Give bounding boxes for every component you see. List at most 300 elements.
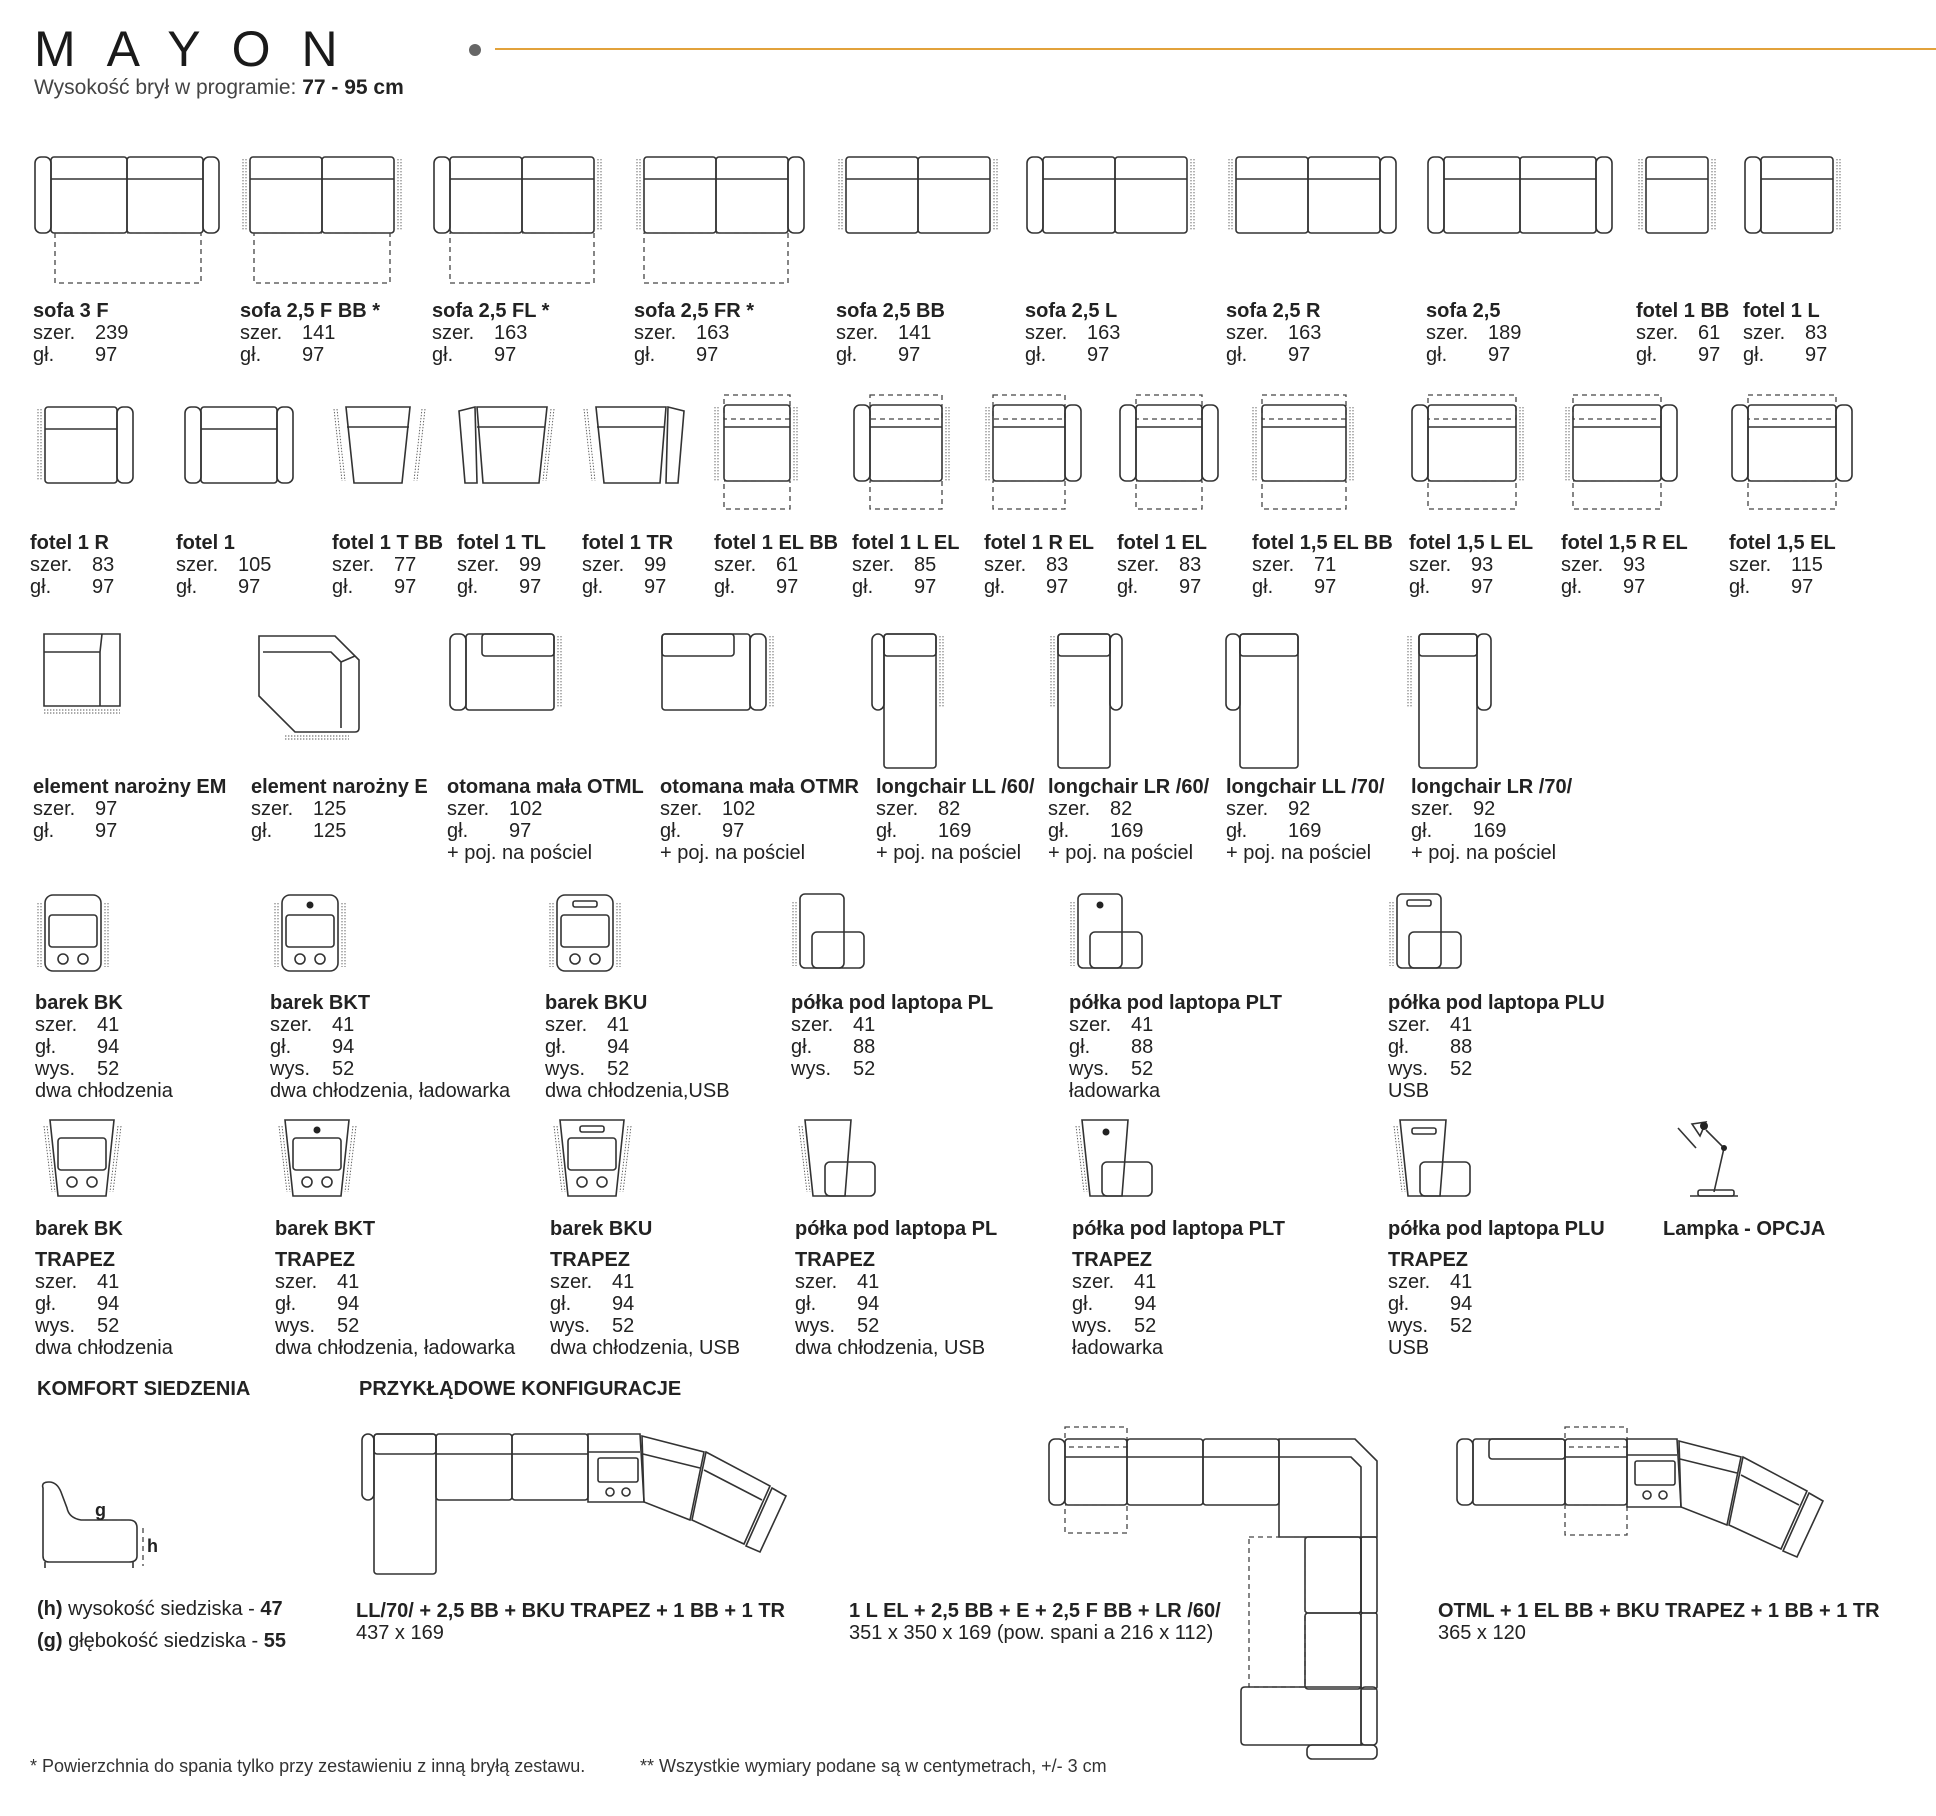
dim-key: gł. xyxy=(1226,344,1248,366)
dim-line-gl xyxy=(447,820,644,842)
page-title: MAYON xyxy=(34,21,369,77)
dim-value: 52 xyxy=(612,1315,635,1337)
dim-key: szer. xyxy=(275,1271,318,1293)
dim-line-gl xyxy=(1561,576,1688,598)
dim-key: szer. xyxy=(432,322,475,344)
dim-key: gł. xyxy=(35,1293,57,1315)
element-label xyxy=(876,776,1035,864)
element-label xyxy=(545,992,730,1102)
element-label xyxy=(1025,300,1120,366)
dim-key: szer. xyxy=(1048,798,1091,820)
dim-line-szer xyxy=(240,322,380,344)
dim-value: 97 xyxy=(92,576,115,598)
dim-key: gł. xyxy=(1388,1293,1410,1315)
dim-key: gł. xyxy=(1426,344,1448,366)
dim-line-szer xyxy=(1252,554,1393,576)
subtitle-value: 77 - 95 cm xyxy=(302,76,404,99)
dim-key: szer. xyxy=(1252,554,1295,576)
dim-key: gł. xyxy=(1388,1036,1410,1058)
dim-key: gł. xyxy=(35,1036,57,1058)
element-variant: TRAPEZ xyxy=(35,1249,115,1271)
dim-line-gl xyxy=(251,820,428,842)
config-3-name: OTML + 1 EL BB + BKU TRAPEZ + 1 BB + 1 TR xyxy=(1438,1600,1880,1622)
fotel-1l-drawing xyxy=(1743,155,1853,235)
element-name: sofa 2,5 R xyxy=(1226,300,1321,322)
dim-key: szer. xyxy=(836,322,879,344)
dim-key: szer. xyxy=(714,554,757,576)
dim-line-wys xyxy=(795,1315,997,1337)
dim-value: 97 xyxy=(394,576,417,598)
dim-key: wys. xyxy=(791,1058,831,1080)
dim-line-szer xyxy=(35,1271,173,1293)
element-name: Lampka - OPCJA xyxy=(1663,1218,1826,1240)
dim-key: szer. xyxy=(251,798,294,820)
dim-key: gł. xyxy=(1636,344,1658,366)
element-label xyxy=(714,532,838,598)
dim-key: gł. xyxy=(714,576,736,598)
element-label xyxy=(35,992,173,1102)
element-label xyxy=(791,992,993,1080)
dim-value: 115 xyxy=(1791,554,1823,576)
element-label xyxy=(660,776,859,864)
dim-value: 52 xyxy=(1134,1315,1157,1337)
element-label xyxy=(30,532,114,598)
longchair-lr70-drawing xyxy=(1405,632,1500,772)
dim-value: 163 xyxy=(696,322,730,344)
element-label xyxy=(852,532,959,598)
dim-line-gl xyxy=(852,576,959,598)
dim-line-wys xyxy=(1069,1058,1282,1080)
page-subtitle xyxy=(34,76,404,100)
dim-line-szer xyxy=(447,798,644,820)
dim-value: 97 xyxy=(1288,344,1311,366)
height-prefix: (h) xyxy=(37,1598,63,1620)
dim-value: 97 xyxy=(302,344,325,366)
element-name: półka pod laptopa PLT xyxy=(1072,1218,1285,1240)
dim-line-szer xyxy=(332,554,443,576)
dim-key: gł. xyxy=(30,576,52,598)
element-name: półka pod laptopa PL xyxy=(795,1218,998,1240)
element-note: dwa chłodzenia, USB xyxy=(795,1337,986,1359)
dim-key: szer. xyxy=(240,322,283,344)
dim-line-gl xyxy=(457,576,546,598)
dim-key: wys. xyxy=(275,1315,315,1337)
dim-line-gl xyxy=(836,344,945,366)
dim-line-szer xyxy=(1729,554,1836,576)
dim-key: szer. xyxy=(30,554,73,576)
dim-key: wys. xyxy=(795,1315,835,1337)
dim-line-gl xyxy=(1025,344,1120,366)
dim-line-gl xyxy=(1636,344,1729,366)
element-name: sofa 3 F xyxy=(33,300,109,322)
dim-value: 97 xyxy=(95,820,118,842)
element-name: fotel 1,5 L EL xyxy=(1409,532,1534,554)
dim-value: 41 xyxy=(1131,1014,1154,1036)
dim-line-gl xyxy=(1252,576,1393,598)
element-note: + poj. na pościel xyxy=(1226,842,1372,864)
dim-key: gł. xyxy=(545,1036,567,1058)
dim-key: gł. xyxy=(550,1293,572,1315)
dim-value: 97 xyxy=(914,576,937,598)
dim-key: wys. xyxy=(35,1315,75,1337)
element-name: półka pod laptopa PLT xyxy=(1069,992,1282,1014)
dim-line-szer xyxy=(176,554,271,576)
element-name: fotel 1 T BB xyxy=(332,532,444,554)
element-label xyxy=(1117,532,1207,598)
dim-key: szer. xyxy=(1388,1271,1431,1293)
dim-key: gł. xyxy=(1561,576,1583,598)
element-label xyxy=(550,1218,740,1359)
dim-value: 85 xyxy=(914,554,937,576)
element-label xyxy=(1226,776,1385,864)
depth-prefix: (g) xyxy=(37,1630,63,1652)
dim-line-gl xyxy=(545,1036,730,1058)
element-name: sofa 2,5 FR * xyxy=(634,300,755,322)
dim-value: 102 xyxy=(509,798,543,820)
dim-value: 41 xyxy=(97,1014,120,1036)
dim-value: 52 xyxy=(1450,1315,1473,1337)
dim-value: 93 xyxy=(1623,554,1646,576)
element-label xyxy=(1729,532,1836,598)
fotel-1elbb-drawing xyxy=(712,393,802,518)
fotel-1bb-drawing xyxy=(1636,155,1720,235)
dim-line-szer xyxy=(791,1014,993,1036)
dim-key: gł. xyxy=(251,820,273,842)
element-name: longchair LR /70/ xyxy=(1411,776,1573,798)
dim-value: 97 xyxy=(898,344,921,366)
dim-line-szer xyxy=(1743,322,1827,344)
dim-key: szer. xyxy=(447,798,490,820)
dim-key: gł. xyxy=(1729,576,1751,598)
dim-value: 94 xyxy=(857,1293,880,1315)
element-note: + poj. na pościel xyxy=(1048,842,1194,864)
dim-value: 169 xyxy=(1110,820,1144,842)
dim-value: 52 xyxy=(1450,1058,1473,1080)
sofa-25fr-drawing xyxy=(634,155,809,290)
dim-line-szer xyxy=(660,798,859,820)
dim-key: szer. xyxy=(1426,322,1469,344)
dim-value: 83 xyxy=(1805,322,1828,344)
element-note: + poj. na pościel xyxy=(876,842,1022,864)
dim-line-szer xyxy=(1388,1271,1605,1293)
dim-key: szer. xyxy=(1117,554,1160,576)
config-3-drawing xyxy=(1455,1425,1835,1575)
element-label xyxy=(240,300,380,366)
dim-key: gł. xyxy=(791,1036,813,1058)
dim-line-gl xyxy=(876,820,1035,842)
seat-depth-line xyxy=(37,1630,286,1652)
element-name: element narożny EM xyxy=(33,776,227,798)
barek-bkt-trapez-drawing xyxy=(275,1118,360,1198)
dim-line-gl xyxy=(275,1293,515,1315)
dim-value: 71 xyxy=(1314,554,1337,576)
dim-line-gl xyxy=(634,344,754,366)
element-name: element narożny E xyxy=(251,776,428,798)
dim-value: 97 xyxy=(1046,576,1069,598)
config-1-drawing xyxy=(360,1430,800,1580)
dim-value: 94 xyxy=(1450,1293,1473,1315)
h-mark: h xyxy=(147,1536,158,1556)
element-name: półka pod laptopa PLU xyxy=(1388,992,1605,1014)
dim-line-szer xyxy=(1561,554,1688,576)
element-label xyxy=(1388,992,1605,1102)
element-label xyxy=(275,1218,515,1359)
footnote-dimensions: ** Wszystkie wymiary podane są w centymetrach, +/- 3 cm xyxy=(640,1756,1107,1776)
barek-bku-drawing xyxy=(547,893,627,973)
dim-key: szer. xyxy=(33,798,76,820)
element-label xyxy=(836,300,945,366)
config-2-dims: 351 x 350 x 169 (pow. spani a 216 x 112) xyxy=(849,1622,1214,1644)
dim-key: szer. xyxy=(176,554,219,576)
sofa-25r-drawing xyxy=(1226,155,1406,235)
dim-key: gł. xyxy=(836,344,858,366)
dim-key: gł. xyxy=(795,1293,817,1315)
dim-key: gł. xyxy=(457,576,479,598)
dim-key: gł. xyxy=(176,576,198,598)
dim-value: 94 xyxy=(97,1293,120,1315)
element-note: dwa chłodzenia,USB xyxy=(545,1080,730,1102)
height-value: 47 xyxy=(260,1598,283,1620)
dim-value: 92 xyxy=(1288,798,1311,820)
dim-value: 169 xyxy=(938,820,972,842)
dim-key: gł. xyxy=(634,344,656,366)
dim-line-gl xyxy=(35,1293,173,1315)
dim-key: gł. xyxy=(1411,820,1433,842)
element-note: dwa chłodzenia, ładowarka xyxy=(275,1337,516,1359)
dim-key: gł. xyxy=(1048,820,1070,842)
element-name: fotel 1 TR xyxy=(582,532,674,554)
dim-value: 94 xyxy=(332,1036,355,1058)
dim-value: 52 xyxy=(332,1058,355,1080)
element-name: fotel 1,5 EL xyxy=(1729,532,1836,554)
dim-line-szer xyxy=(634,322,754,344)
dim-value: 41 xyxy=(97,1271,120,1293)
dim-value: 83 xyxy=(92,554,115,576)
dim-line-gl xyxy=(33,820,226,842)
element-name: sofa 2,5 BB xyxy=(836,300,945,322)
polka-plt-drawing xyxy=(1068,890,1148,972)
config-2-name: 1 L EL + 2,5 BB + E + 2,5 F BB + LR /60/ xyxy=(849,1600,1221,1622)
element-label xyxy=(35,1218,173,1359)
dim-value: 52 xyxy=(97,1315,120,1337)
element-name: fotel 1 BB xyxy=(1636,300,1730,322)
dim-value: 41 xyxy=(1134,1271,1157,1293)
dim-value: 125 xyxy=(313,820,347,842)
element-label xyxy=(432,300,549,366)
dim-value: 88 xyxy=(1450,1036,1473,1058)
dim-line-gl xyxy=(35,1036,173,1058)
dim-value: 41 xyxy=(337,1271,360,1293)
dim-value: 102 xyxy=(722,798,756,820)
polka-pl-drawing xyxy=(790,890,870,972)
dim-line-wys xyxy=(35,1058,173,1080)
dim-key: szer. xyxy=(876,798,919,820)
dim-line-gl xyxy=(432,344,549,366)
dim-key: szer. xyxy=(35,1014,78,1036)
dim-value: 61 xyxy=(776,554,799,576)
element-note: + poj. na pościel xyxy=(1411,842,1557,864)
dim-key: szer. xyxy=(332,554,375,576)
dim-line-szer xyxy=(275,1271,515,1293)
dim-key: gł. xyxy=(270,1036,292,1058)
sofa-25-drawing xyxy=(1426,155,1616,235)
dim-line-gl xyxy=(270,1036,510,1058)
dim-key: gł. xyxy=(1069,1036,1091,1058)
element-name: barek BK xyxy=(35,992,123,1014)
dim-value: 94 xyxy=(607,1036,630,1058)
dim-line-gl xyxy=(1743,344,1827,366)
dim-line-wys xyxy=(1072,1315,1285,1337)
dim-key: szer. xyxy=(1226,798,1269,820)
dim-value: 189 xyxy=(1488,322,1522,344)
dim-key: szer. xyxy=(1072,1271,1115,1293)
element-variant: TRAPEZ xyxy=(1072,1249,1152,1271)
element-label xyxy=(1048,776,1209,864)
dim-value: 94 xyxy=(612,1293,635,1315)
element-e-drawing xyxy=(255,632,370,747)
dim-key: szer. xyxy=(33,322,76,344)
dim-value: 88 xyxy=(853,1036,876,1058)
dim-value: 93 xyxy=(1471,554,1494,576)
dim-value: 52 xyxy=(337,1315,360,1337)
config-3-dims: 365 x 120 xyxy=(1438,1622,1526,1644)
dim-line-szer xyxy=(1409,554,1533,576)
fotel-1tl-drawing xyxy=(455,405,570,485)
dim-value: 82 xyxy=(938,798,961,820)
element-note: dwa chłodzenia, USB xyxy=(550,1337,741,1359)
dim-line-gl xyxy=(550,1293,740,1315)
dim-line-gl xyxy=(332,576,443,598)
element-variant: TRAPEZ xyxy=(1388,1249,1468,1271)
dim-line-szer xyxy=(457,554,546,576)
dim-value: 99 xyxy=(519,554,542,576)
barek-bkt-drawing xyxy=(272,893,352,973)
element-name: fotel 1,5 EL BB xyxy=(1252,532,1393,554)
dim-key: szer. xyxy=(1069,1014,1112,1036)
dim-key: szer. xyxy=(795,1271,838,1293)
dim-key: wys. xyxy=(1069,1058,1109,1080)
dim-value: 97 xyxy=(1698,344,1721,366)
dim-value: 141 xyxy=(302,322,336,344)
dim-value: 94 xyxy=(1134,1293,1157,1315)
config-2-caption xyxy=(849,1600,1221,1644)
dim-line-szer xyxy=(33,798,226,820)
element-name: półka pod laptopa PLU xyxy=(1388,1218,1605,1240)
dim-line-wys xyxy=(791,1058,993,1080)
element-name: fotel 1 EL BB xyxy=(714,532,839,554)
dim-value: 97 xyxy=(1623,576,1646,598)
dim-key: szer. xyxy=(550,1271,593,1293)
dim-line-gl xyxy=(582,576,673,598)
dim-value: 41 xyxy=(1450,1271,1473,1293)
dim-key: szer. xyxy=(984,554,1027,576)
dim-key: gł. xyxy=(876,820,898,842)
polka-plu-trapez-drawing xyxy=(1390,1118,1475,1200)
dim-value: 97 xyxy=(1314,576,1337,598)
dim-value: 88 xyxy=(1131,1036,1154,1058)
dim-key: wys. xyxy=(1388,1058,1428,1080)
height-text: wysokość siedziska - xyxy=(62,1598,261,1620)
dim-value: 94 xyxy=(337,1293,360,1315)
dim-value: 97 xyxy=(494,344,517,366)
element-name: barek BKT xyxy=(270,992,371,1014)
seat-height-line xyxy=(37,1598,283,1620)
dim-key: szer. xyxy=(545,1014,588,1036)
dim-key: gł. xyxy=(332,576,354,598)
polka-plt-trapez-drawing xyxy=(1072,1118,1157,1200)
dim-line-wys xyxy=(545,1058,730,1080)
dim-key: gł. xyxy=(984,576,1006,598)
dim-line-szer xyxy=(1069,1014,1282,1036)
element-label xyxy=(1743,300,1827,366)
element-label xyxy=(457,532,546,598)
dim-line-szer xyxy=(714,554,838,576)
depth-value: 55 xyxy=(263,1630,286,1652)
element-label xyxy=(1409,532,1533,598)
g-mark: g xyxy=(95,1500,106,1520)
dim-value: 99 xyxy=(644,554,667,576)
header-dot xyxy=(469,44,481,56)
dim-value: 92 xyxy=(1473,798,1496,820)
dim-key: wys. xyxy=(545,1058,585,1080)
config-2-drawing xyxy=(1045,1425,1385,1765)
dim-value: 163 xyxy=(1288,322,1322,344)
dim-line-szer xyxy=(795,1271,997,1293)
dim-key: gł. xyxy=(33,344,55,366)
element-name: barek BK xyxy=(35,1218,123,1240)
dim-line-gl xyxy=(791,1036,993,1058)
element-name: otomana mała OTMR xyxy=(660,776,859,798)
element-label xyxy=(984,532,1094,598)
dim-key: gł. xyxy=(582,576,604,598)
element-name: sofa 2,5 xyxy=(1426,300,1501,322)
dim-line-szer xyxy=(876,798,1035,820)
dim-key: szer. xyxy=(1411,798,1454,820)
dim-key: szer. xyxy=(1388,1014,1431,1036)
dim-value: 97 xyxy=(519,576,542,598)
element-name: sofa 2,5 F BB * xyxy=(240,300,381,322)
dim-line-gl xyxy=(714,576,838,598)
dim-value: 82 xyxy=(1110,798,1133,820)
lamp-icon xyxy=(1670,1118,1740,1200)
dim-value: 97 xyxy=(95,344,118,366)
dim-value: 97 xyxy=(95,798,118,820)
dim-line-wys xyxy=(550,1315,740,1337)
dim-line-wys xyxy=(275,1315,515,1337)
dim-key: gł. xyxy=(1072,1293,1094,1315)
config-3-caption xyxy=(1438,1600,1880,1644)
element-name: barek BKT xyxy=(275,1218,376,1240)
dim-line-gl xyxy=(176,576,271,598)
element-name: fotel 1 R xyxy=(30,532,109,554)
dim-line-szer xyxy=(1388,1014,1605,1036)
dim-line-szer xyxy=(1072,1271,1285,1293)
dim-value: 52 xyxy=(607,1058,630,1080)
element-em-drawing xyxy=(40,632,125,717)
dim-line-gl xyxy=(1729,576,1836,598)
dim-line-gl xyxy=(1411,820,1572,842)
element-label xyxy=(634,300,754,366)
element-name: fotel 1 L xyxy=(1743,300,1820,322)
dim-key: szer. xyxy=(791,1014,834,1036)
dim-value: 97 xyxy=(644,576,667,598)
dim-value: 41 xyxy=(332,1014,355,1036)
element-variant: TRAPEZ xyxy=(795,1249,875,1271)
dim-line-szer xyxy=(1025,322,1120,344)
sofa-3f-drawing xyxy=(33,155,223,290)
element-label xyxy=(1663,1218,1825,1240)
dim-line-gl xyxy=(33,344,128,366)
